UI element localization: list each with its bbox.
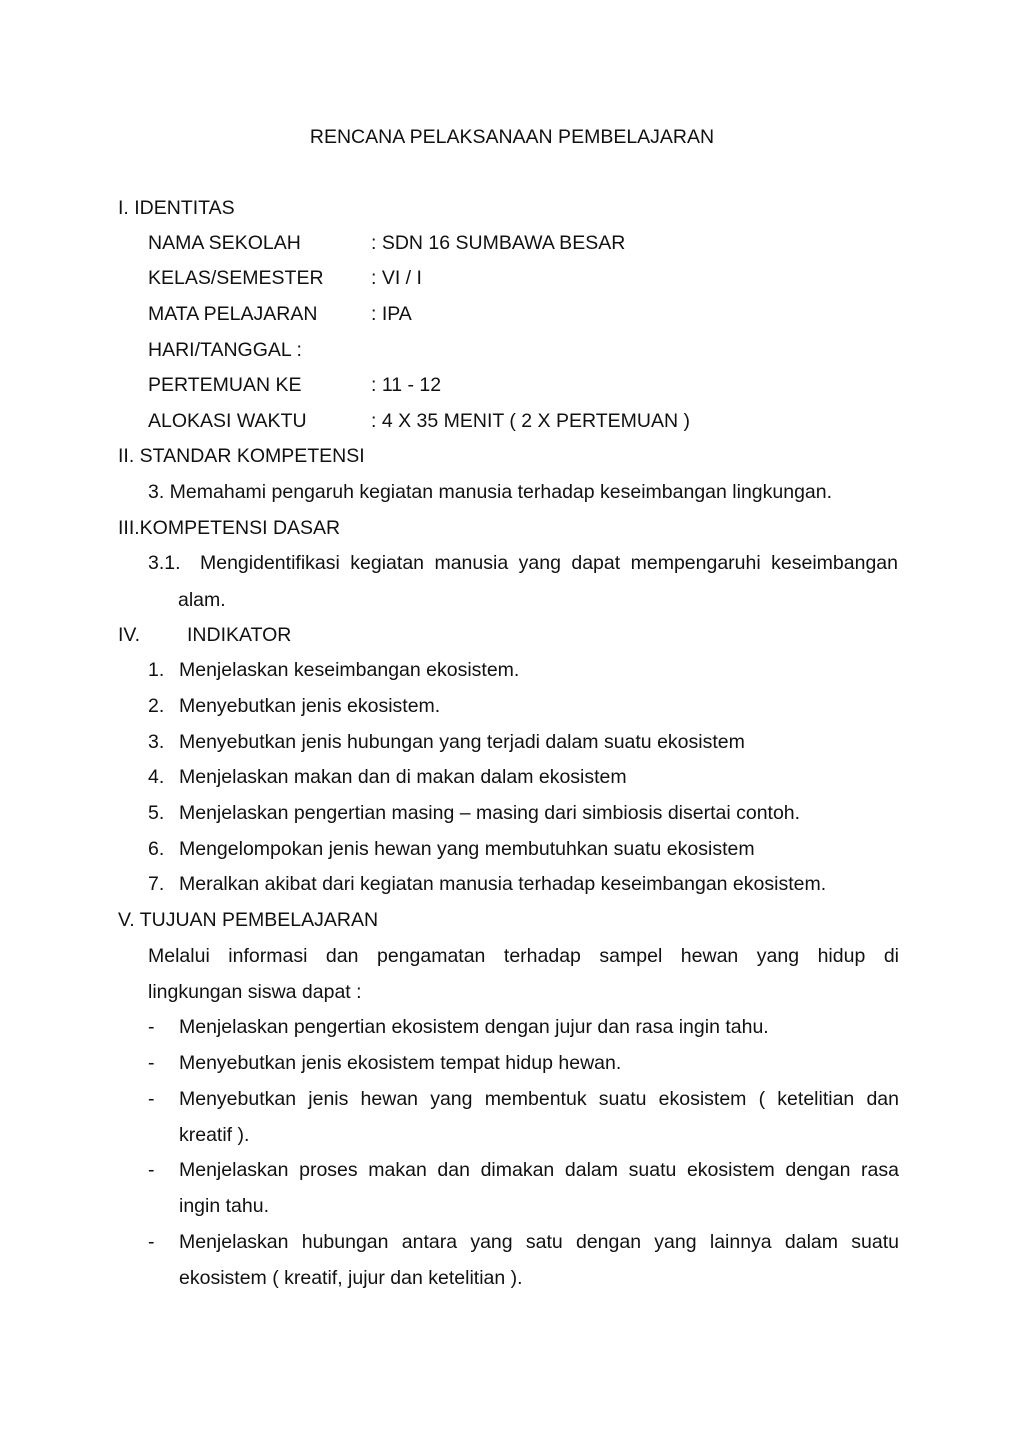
section-standar-kompetensi-heading: II. STANDAR KOMPETENSI xyxy=(118,445,365,467)
section-kompetensi-dasar-heading: III.KOMPETENSI DASAR xyxy=(118,517,341,539)
kompetensi-dasar-number: 3.1. xyxy=(148,552,181,574)
identity-label: NAMA SEKOLAH xyxy=(148,232,301,254)
tujuan-bullet-text-continued: kreatif ). xyxy=(179,1124,250,1146)
identity-value: : 4 X 35 MENIT ( 2 X PERTEMUAN ) xyxy=(371,410,690,432)
tujuan-bullet-text: Menyebutkan jenis ekosistem tempat hidup hewan. xyxy=(179,1052,622,1074)
tujuan-bullet-text: Menjelaskan pengertian ekosistem dengan jujur dan rasa ingin tahu. xyxy=(179,1016,769,1038)
identity-label: ALOKASI WAKTU xyxy=(148,410,307,432)
section-indikator-heading: INDIKATOR xyxy=(187,624,292,646)
identity-label: HARI/TANGGAL : xyxy=(148,339,302,361)
identity-value: : 11 - 12 xyxy=(371,374,442,396)
indikator-number: 2. xyxy=(148,695,165,717)
indikator-item: Menjelaskan pengertian masing – masing dari simbiosis disertai contoh. xyxy=(179,802,801,824)
indikator-item: Meralkan akibat dari kegiatan manusia terhadap keseimbangan ekosistem. xyxy=(179,873,827,895)
tujuan-bullet-text: Menjelaskan hubungan antara yang satu dengan yang lainnya dalam suatu xyxy=(179,1231,899,1253)
indikator-item: Mengelompokan jenis hewan yang membutuhkan suatu ekosistem xyxy=(179,838,755,860)
tujuan-bullet-dash: - xyxy=(148,1052,155,1074)
indikator-number: 5. xyxy=(148,802,165,824)
kompetensi-dasar-text: Mengidentifikasi kegiatan manusia yang dapat mempengaruhi keseimbangan xyxy=(200,552,898,574)
indikator-item: Menjelaskan makan dan di makan dalam ekosistem xyxy=(179,766,627,788)
indikator-item: Menyebutkan jenis hubungan yang terjadi dalam suatu ekosistem xyxy=(179,731,745,753)
indikator-number: 3. xyxy=(148,731,165,753)
tujuan-bullet-text-continued: ingin tahu. xyxy=(179,1195,269,1217)
identity-value: : VI / I xyxy=(371,267,422,289)
identity-label: PERTEMUAN KE xyxy=(148,374,302,396)
section-indikator-number: IV. xyxy=(118,624,141,646)
identity-label: MATA PELAJARAN xyxy=(148,303,318,325)
kompetensi-dasar-text-continued: alam. xyxy=(178,589,226,611)
identity-value: : SDN 16 SUMBAWA BESAR xyxy=(371,232,626,254)
indikator-number: 1. xyxy=(148,659,165,681)
standar-kompetensi-item: 3. Memahami pengaruh kegiatan manusia terhadap keseimbangan lingkungan. xyxy=(148,481,833,503)
identity-label: KELAS/SEMESTER xyxy=(148,267,324,289)
tujuan-bullet-dash: - xyxy=(148,1231,155,1253)
indikator-number: 4. xyxy=(148,766,165,788)
tujuan-bullet-dash: - xyxy=(148,1016,155,1038)
tujuan-bullet-text-continued: ekosistem ( kreatif, jujur dan ketelitian ). xyxy=(179,1267,523,1289)
identity-value: : IPA xyxy=(371,303,412,325)
indikator-item: Menjelaskan keseimbangan ekosistem. xyxy=(179,659,520,681)
tujuan-bullet-text: Menyebutkan jenis hewan yang membentuk suatu ekosistem ( ketelitian dan xyxy=(179,1088,899,1110)
indikator-item: Menyebutkan jenis ekosistem. xyxy=(179,695,441,717)
indikator-number: 7. xyxy=(148,873,165,895)
document-title: RENCANA PELAKSANAAN PEMBELAJARAN xyxy=(309,126,715,148)
tujuan-bullet-dash: - xyxy=(148,1088,155,1110)
section-identitas-heading: I. IDENTITAS xyxy=(118,197,235,219)
tujuan-intro-continued: lingkungan siswa dapat : xyxy=(148,981,362,1003)
section-tujuan-heading: V. TUJUAN PEMBELAJARAN xyxy=(118,909,379,931)
indikator-number: 6. xyxy=(148,838,165,860)
tujuan-intro: Melalui informasi dan pengamatan terhadap sampel hewan yang hidup di xyxy=(148,945,899,967)
tujuan-bullet-text: Menjelaskan proses makan dan dimakan dalam suatu ekosistem dengan rasa xyxy=(179,1159,899,1181)
tujuan-bullet-dash: - xyxy=(148,1159,155,1181)
